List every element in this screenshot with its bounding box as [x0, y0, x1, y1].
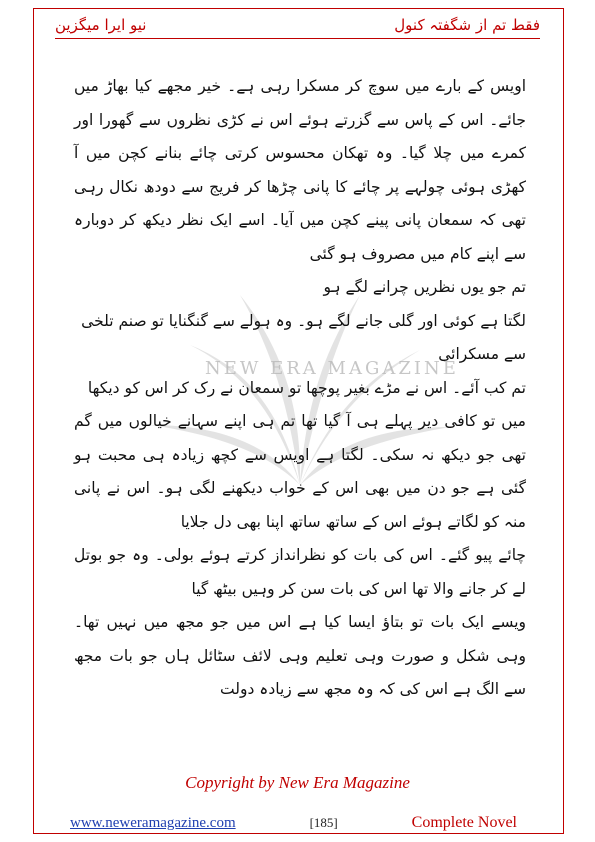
- page-footer: [70, 814, 517, 832]
- watermark-text: NEW ERA MAGAZINE: [205, 358, 459, 379]
- author-credit: فقط تم از شگفتہ کنول: [394, 16, 540, 34]
- page-header: [55, 12, 540, 39]
- paragraph: اویس کے بارے میں سوچ کر مسکرا رہی ہے۔ خیر مجھے کیا بھاڑ میں جائے۔ اس کے پاس سے گزرتے ہوئے اس نے کڑی نظروں سے گھورا اور کمرے میں چلا گیا۔ وہ تھکان محسوس کرتی چائے بنانے کچن میں آ کھڑی ہوئی چولہے پر چائے کا پانی چڑھا کر فریج سے دودھ نکال رہی تھی کہ سمعان پانی پینے کچن میں آیا۔ اسے ایک نظر دیکھ کر دوبارہ سے اپنے کام میں مصروف ہو گئی: [74, 77, 526, 263]
- paragraph: تم جو یوں نظریں چرانے لگے ہو: [323, 278, 526, 296]
- page-number: [185]: [309, 815, 338, 830]
- copyright-notice: Copyright by New Era Magazine: [185, 773, 410, 792]
- paragraph: چائے پیو گئے۔ اس کی بات کو نظرانداز کرتے ہوئے بولی۔ وہ جو بوتل لے کر جانے والا تھا اس کی بات سن کر وہیں بیٹھ گیا: [74, 546, 526, 598]
- website-link[interactable]: www.neweramagazine.com: [70, 814, 236, 831]
- magazine-name: نیو ایرا میگزین: [55, 16, 147, 34]
- paragraph: تم کب آئے۔ اس نے مڑے بغیر پوچھا تو سمعان نے رک کر اس کو دیکھا: [87, 378, 526, 397]
- paragraph: ویسے ایک بات تو بتاؤ ایسا کیا ہے اس میں جو مجھ میں نہیں تھا۔ وہی شکل و صورت وہی تعلیم وہی لائف سٹائل ہاں جو بات مجھ سے الگ ہے اس کی کہ وہ مجھ سے زیادہ دولت: [74, 613, 526, 698]
- paragraph: لگتا ہے کوئی اور گلی جانے لگے ہو۔ وہ ہولے سے گنگنایا تو صنم تلخی سے مسکرائی: [81, 311, 526, 363]
- category-label: Complete Novel: [411, 814, 517, 831]
- article-body: [74, 70, 526, 707]
- paragraph: میں تو کافی دیر پہلے ہی آ گیا تھا تم ہی اپنے سہانے خیالوں میں گم تھی جو دیکھ نہ سکی۔ لگتا ہے اویس سے کچھ زیادہ ہی محبت ہو گئی ہے جو دن میں بھی اس کے خواب دیکھنے لگی ہو۔ اس نے پانی منہ کو لگاتے ہوئے اس کے ساتھ ساتھ اپنا بھی دل جلایا: [74, 412, 526, 531]
